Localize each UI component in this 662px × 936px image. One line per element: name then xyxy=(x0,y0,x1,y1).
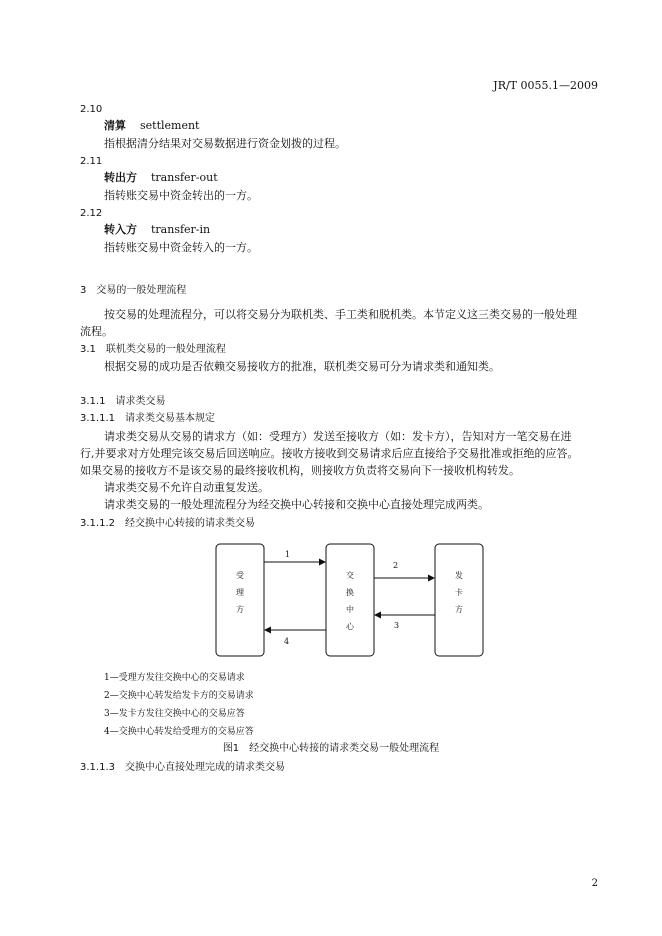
term-name: 清算 xyxy=(104,119,126,132)
term-english: transfer-out xyxy=(151,171,218,184)
issuer-box xyxy=(435,544,483,656)
switch-center-char: 中 xyxy=(346,605,354,614)
term-name: 转入方 xyxy=(104,223,137,236)
term-number: 2.11 xyxy=(80,156,103,167)
switch-center-box xyxy=(326,544,374,656)
acquirer-box xyxy=(216,544,264,656)
paragraph-line: 流程。 xyxy=(80,325,113,338)
term-entry xyxy=(104,119,199,133)
legend-item: 2—交换中心转发给发卡方的交易请求 xyxy=(104,691,254,701)
flow-diagram xyxy=(200,538,500,662)
section-heading: 3.1 联机类交易的一般处理流程 xyxy=(80,344,226,355)
section-heading: 3.1.1.3 交换中心直接处理完成的请求类交易 xyxy=(80,762,285,773)
acquirer-char: 方 xyxy=(236,605,244,614)
term-entry xyxy=(104,171,218,185)
section-heading: 3.1.1 请求类交易 xyxy=(80,396,166,407)
figure-caption: 图1 经交换中心转接的请求类交易一般处理流程 xyxy=(222,743,440,754)
paragraph-line: 请求类交易从交易的请求方（如：受理方）发送至接收方（如：发卡方），告知对方一笔交易在进 xyxy=(104,430,572,443)
section-heading: 3.1.1.1 请求类交易基本规定 xyxy=(80,413,215,424)
term-entry xyxy=(104,223,210,237)
flow-diagram-svg xyxy=(200,538,500,662)
paragraph-line: 根据交易的成功是否依赖交易接收方的批准，联机类交易可分为请求类和通知类。 xyxy=(104,360,500,373)
acquirer-char: 理 xyxy=(236,588,244,597)
term-number: 2.10 xyxy=(80,104,103,115)
paragraph-line: 行,并要求对方处理完该交易后回送响应。接收方接收到交易请求后应直接给予交易批准或拒绝的应答。 xyxy=(80,447,579,460)
issuer-char: 方 xyxy=(455,605,463,614)
paragraph-line: 如果交易的接收方不是该交易的最终接收机构，则接收方负责将交易向下一接收机构转发。 xyxy=(80,464,520,477)
arrow-label: 4 xyxy=(284,637,290,646)
page-number: 2 xyxy=(591,878,598,889)
legend-item: 3—发卡方发往交换中心的交易应答 xyxy=(104,709,245,719)
term-definition: 指转账交易中资金转出的一方。 xyxy=(104,189,258,202)
arrow-label: 1 xyxy=(285,550,291,559)
term-number: 2.12 xyxy=(80,208,103,219)
term-english: settlement xyxy=(140,119,200,132)
legend-item: 4—交换中心转发给受理方的交易应答 xyxy=(104,727,254,737)
paragraph-line: 按交易的处理流程分，可以将交易分为联机类、手工类和脱机类。本节定义这三类交易的一般处理 xyxy=(104,308,577,321)
term-definition: 指根据清分结果对交易数据进行资金划拨的过程。 xyxy=(104,137,346,150)
switch-center-char: 心 xyxy=(346,622,354,631)
issuer-char: 卡 xyxy=(455,588,463,597)
term-name: 转出方 xyxy=(104,171,137,184)
document-id: JR/T 0055.1—2009 xyxy=(493,79,598,92)
term-definition: 指转账交易中资金转入的一方。 xyxy=(104,241,258,254)
switch-center-char: 交 xyxy=(346,571,354,580)
term-english: transfer-in xyxy=(151,223,211,236)
legend-item: 1—受理方发往交换中心的交易请求 xyxy=(104,673,245,683)
section-heading: 3.1.1.2 经交换中心转接的请求类交易 xyxy=(80,518,255,529)
issuer-char: 发 xyxy=(455,571,463,580)
arrow-label: 3 xyxy=(394,621,400,630)
paragraph-line: 请求类交易的一般处理流程分为经交换中心转接和交换中心直接处理完成两类。 xyxy=(104,498,489,511)
switch-center-char: 换 xyxy=(346,588,354,597)
arrow-label: 2 xyxy=(393,561,399,570)
paragraph-line: 请求类交易不允许自动重复发送。 xyxy=(104,481,269,494)
acquirer-char: 受 xyxy=(236,571,244,580)
section-heading: 3 交易的一般处理流程 xyxy=(80,285,187,296)
